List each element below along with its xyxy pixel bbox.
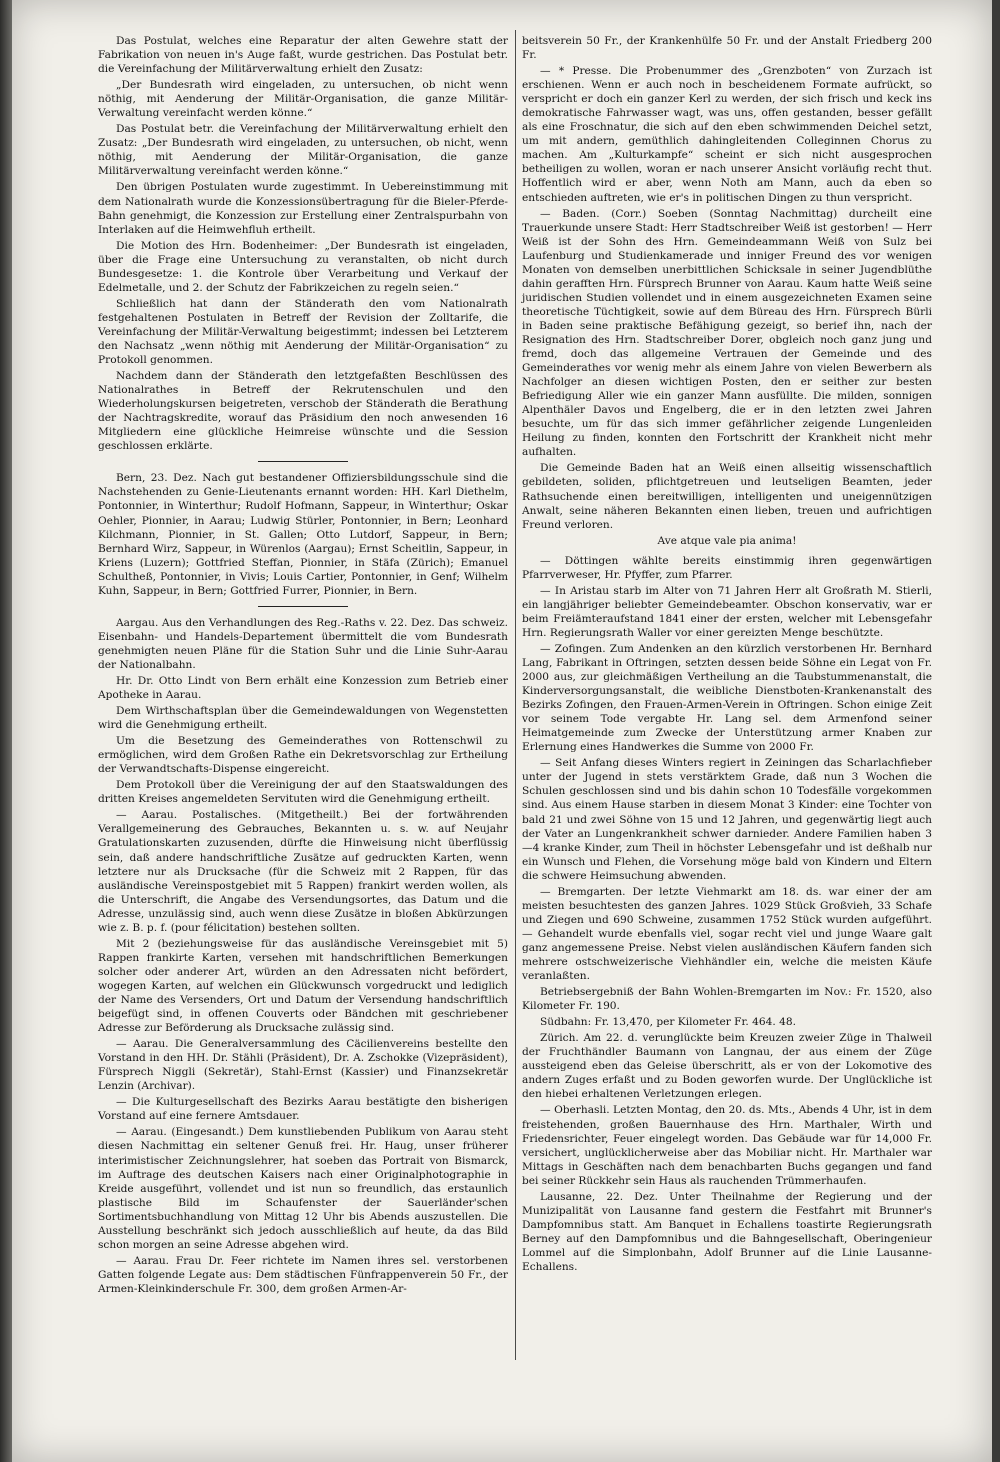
article-paragraph: — * Presse. Die Probenummer des „Grenzboten“ von Zurzach ist erschienen. Wenn er auch noch in bescheidenem Formate aufrückt, so verspricht er doch ein ganzer Kerl zu werden, der sich frisch und keck ins demokratische Fahrwasser wagt, was uns, offen gestanden, besser gefällt als eine Froschnatur, die sich auf den eben schwimmenden Deichel setzt, um mit andern, gemüthlich dahingleitenden Colleginnen Chorus zu machen. Am „Kulturkampfe“ scheint er sich nicht ausgesprochen betheiligen zu wollen, woran er nach unserer Ansicht vorläufig recht thut. Hoffentlich wird er aber, wenn Noth am Mann, auch da eben so entschieden auftreten, wie er's in politischen Dingen zu thun verspricht. xyxy=(522,65,932,204)
article-paragraph: — Aarau. Frau Dr. Feer richtete im Namen ihres sel. verstorbenen Gatten folgende Legate aus: Dem städtischen Fünfrappenverein 50 Fr., der Armen-Kleinkinderschule Fr. 300, dem großen Armen-Ar- xyxy=(98,1254,508,1295)
article-paragraph: Hr. Dr. Otto Lindt von Bern erhält eine Konzession zum Betrieb einer Apotheke in Aarau. xyxy=(98,674,508,702)
newspaper-page xyxy=(10,0,992,1462)
closing-line: Ave atque vale pia anima! xyxy=(657,534,797,547)
article-paragraph: Betriebsergebniß der Bahn Wohlen-Bremgarten im Nov.: Fr. 1520, also Kilometer Fr. 190. xyxy=(522,986,932,1013)
article-paragraph: — Aarau. Die Generalversammlung des Cäcilienvereins bestellte den Vorstand in den HH. Dr. Stähli (Präsident), Dr. A. Zschokke (Vizepräsident), Fürsprech Niggli (Sekretär), Stahl-Ernst (Kassier) und Finanzsekretär Lenzin (Archivar). xyxy=(98,1038,508,1093)
article-paragraph: Schließlich hat dann der Ständerath den vom Nationalrath festgehaltenen Postulaten in Betreff der Revision der Zolltarife, die Vereinfachung der Militär-Verwaltung beigestimmt; indessen bei Letzterem den Nachsatz „wenn nöthig mit Aenderung der Militär-Organisation“ zu Protokoll genommen. xyxy=(98,297,508,367)
article-paragraph: Das Postulat betr. die Vereinfachung der Militärverwaltung erhielt den Zusatz: „Der Bundesrath wird eingeladen, zu untersuchen, ob nicht, wenn nöthig, mit Aenderung der Militär-Organisation, die ganze Militärverwaltung vereinfacht werden könne.“ xyxy=(98,123,508,178)
right-column xyxy=(522,34,932,1276)
article-paragraph: — Zofingen. Zum Andenken an den kürzlich verstorbenen Hr. Bernhard Lang, Fabrikant in Oftringen, setzten dessen beide Söhne ein Legat von Fr. 2000 aus, zur gleichmäßigen Vertheilung an die Taubstummenanstalt, die Kinderversorgungsanstalt, die weibliche Dienstboten-Krankenanstalt des Bezirks Zofingen, den Frauen-Armen-Verein in Oftringen. Schon einige Zeit vor seinem Tode vergabte Hr. Lang sel. dem Armenfond seiner Heimatgemeinde zum Zwecke der Unterstützung armer Knaben zur Erlernung eines Handwerkes die Summe von 2000 Fr. xyxy=(522,642,932,754)
article-paragraph: — Döttingen wählte bereits einstimmig ihren gegenwärtigen Pfarrverweser, Hr. Pfyffer, zum Pfarrer. xyxy=(522,554,932,581)
article-paragraph: — Aarau. Postalisches. (Mitgetheilt.) Bei der fortwährenden Verallgemeinerung des Gebrauches, Bekannten u. s. w. auf Neujahr Gratulationskarten zuzusenden, dürfte die Hinweisung nicht überflüssig sein, daß andere handschriftliche Zusätze auf gedruckten Karten, wenn letztere nur als Drucksache (für die Schweiz mit 2 Rappen, für das ausländische Vereinspostgebiet mit 5 Rappen) frankirt werden wollen, als die Unterschrift, die Angabe des Versendungsortes, das Datum und die Adresse, unzulässig sind, auch wenn diese Zusätze in bloßen Abkürzungen wie z. B. p. f. (pour félicitation) bestehen sollten. xyxy=(98,809,508,934)
article-paragraph: Zürich. Am 22. d. verunglückte beim Kreuzen zweier Züge in Thalweil der Fruchthändler Baumann von Langnau, der aus einem der Züge aussteigend eben das Geleise überschritt, als er von der Lokomotive des andern Zuges erfaßt und zu Boden geworfen wurde. Der Unglückliche ist den hiebei erhaltenen Verletzungen erlegen. xyxy=(522,1032,932,1101)
article-paragraph: — Bremgarten. Der letzte Viehmarkt am 18. ds. war einer der am meisten besuchtesten des ganzen Jahres. 1029 Stück Großvieh, 33 Schafe und Ziegen und 690 Schweine, zusammen 1752 Stück wurden aufgeführt. — Gehandelt wurde ebenfalls viel, sogar recht viel und junge Waare galt ganz angemessene Preise. Nebst vielen ausländischen Käufern fanden sich mehrere ostschweizerische Viehhändler ein, welche die meisten Käufe veranlaßten. xyxy=(522,885,932,983)
article-paragraph: Die Motion des Hrn. Bodenheimer: „Der Bundesrath ist eingeladen, über die Frage eine Untersuchung zu veranstalten, ob nicht durch Bundesgesetze: 1. die Kontrole über Verarbeitung und Verkauf der Edelmetalle, und 2. der Schutz der Fabrikzeichen zu regeln seien.“ xyxy=(98,239,508,294)
article-paragraph: „Der Bundesrath wird eingeladen, zu untersuchen, ob nicht wenn nöthig, mit Aenderung der Militär-Organisation, die ganze Militär-Verwaltung vereinfacht werden könne.“ xyxy=(98,79,508,120)
article-paragraph: Bern, 23. Dez. Nach gut bestandener Offiziersbildungsschule sind die Nachstehenden zu Genie-Lieutenants ernannt worden: HH. Karl Diethelm, Pontonnier, in Winterthur; Rudolf Hofmann, Sappeur, in Winterthur; Oskar Oehler, Pionnier, in Aarau; Ludwig Stürler, Pontonnier, in Bern; Leonhard Kilchmann, Pionnier, in St. Gallen; Otto Lutdorf, Sappeur, in Bern; Bernhard Wirz, Sappeur, in Würenlos (Aargau); Ernst Scheitlin, Sappeur, in Kriens (Luzern); Gottfried Steffan, Pionnier, in Stäfa (Zürich); Emanuel Schultheß, Pontonnier, in Vivis; Louis Cartier, Pontonnier, in Genf; Wilhelm Kuhn, Sappeur, in Bern; Gottfried Furrer, Pionnier, in Bern. xyxy=(98,472,508,597)
article-paragraph: beitsverein 50 Fr., der Krankenhülfe 50 Fr. und der Anstalt Friedberg 200 Fr. xyxy=(522,35,932,62)
section-separator xyxy=(258,461,348,462)
article-paragraph: Um die Besetzung des Gemeinderathes von Rottenschwil zu ermöglichen, wird dem Großen Rathe ein Dekretsvorschlag zur Ertheilung der Verwandtschafts-Dispense eingereicht. xyxy=(98,735,508,776)
article-paragraph: Aargau. Aus den Verhandlungen des Reg.-Raths v. 22. Dez. Das schweiz. Eisenbahn- und Handels-Departement übermittelt die vom Bundesrath genehmigten neuen Pläne für die Station Suhr und die Linie Suhr-Aarau der Nationalbahn. xyxy=(98,616,508,671)
article-paragraph: — Oberhasli. Letzten Montag, den 20. ds. Mts., Abends 4 Uhr, ist in dem freistehenden, großen Bauernhause des Hrn. Marthaler, Wirth und Friedensrichter, Feuer eingelegt worden. Das Gebäude war für 14,000 Fr. versichert, unglücklicherweise aber das Mobiliar nicht. Hr. Marthaler war Mittags in Geschäften nach dem benachbarten Buchs gegangen und fand bei seiner Rückkehr sein Haus als rauchenden Trümmerhaufen. xyxy=(522,1104,932,1187)
article-paragraph: — Die Kulturgesellschaft des Bezirks Aarau bestätigte den bisherigen Vorstand auf eine fernere Amtsdauer. xyxy=(98,1096,508,1123)
article-paragraph: — Aarau. (Eingesandt.) Dem kunstliebenden Publikum von Aarau steht diesen Nachmittag ein seltener Genuß frei. Hr. Haug, unser früherer interimistischer Zeichnungslehrer, hat soeben das Portrait von Bismarck, im Auftrage des deutschen Kaisers nach einer Originalphotographie in Kreide ausgeführt, vollendet und ist nun so freundlich, das erstaunlich plastische Bild im Schaufenster der Sauerländer'schen Sortimentsbuchhandlung von Mittag 12 Uhr bis Abends auszustellen. Die Ausstellung beschränkt sich jedoch ausschließlich auf heute, da das Bild schon morgen an seine Adresse abgehen wird. xyxy=(98,1126,508,1251)
article-paragraph: Das Postulat, welches eine Reparatur der alten Gewehre statt der Fabrikation von neuen in's Auge faßt, wurde gestrichen. Das Postulat betr. die Vereinfachung der Militärverwaltung erhielt den Zusatz: xyxy=(98,35,508,76)
article-paragraph: Die Gemeinde Baden hat an Weiß einen allseitig wissenschaftlich gebildeten, soliden, pflichtgetreuen und leutseligen Beamten, jeder Rathsuchende einen bereitwilligen, intelligenten und uneigennützigen Anwalt, seine näheren Bekannten einen lieben, treuen und aufrichtigen Freund verloren. xyxy=(522,462,932,531)
article-paragraph: Südbahn: Fr. 13,470, per Kilometer Fr. 464. 48. xyxy=(540,1016,796,1029)
column-divider xyxy=(515,30,516,1360)
article-paragraph: Dem Wirthschaftsplan über die Gemeindewaldungen von Wegenstetten wird die Genehmigung ertheilt. xyxy=(98,705,508,732)
article-paragraph: — Baden. (Corr.) Soeben (Sonntag Nachmittag) durcheilt eine Trauerkunde unsere Stadt: Herr Stadtschreiber Weiß ist gestorben! — Herr Weiß ist der Sohn des Hrn. Gemeindeammann Weiß von Sulz bei Laufenburg und Studienkamerade und inniger Freund des vor wenigen Monaten von demselben unerbittlichen Schicksale in seiner Jugendblüthe dahin gerafften Hrn. Fürsprech Brunner von Aarau. Kaum hatte Weiß seine juridischen Studien vollendet und in einem ausgezeichneten Examen seine theoretische Tüchtigkeit, sowie auf dem Büreau des Hrn. Fürsprech Bürli in Baden seine praktische Befähigung gezeigt, so berief ihn, nach der Resignation des Hrn. Stadtschreiber Dorer, obgleich noch ganz jung und fremd, doch das allgemeine Vertrauen der Gemeinde und des Gemeinderathes vor wenig mehr als einem Jahre von vielen Bewerbern als Nachfolger an diesen wichtigen Posten, den er seither zur besten Befriedigung Aller wie ein ganzer Mann ausfüllte. Die milden, sonnigen Alpenthäler Davos und Engelberg, die er in den letzten zwei Jahren besuchte, um für das sich immer gefährlicher zeigende Lungenleiden Heilung zu finden, konnten den Fortschritt der Krankheit nicht mehr aufhalten. xyxy=(522,207,932,459)
article-paragraph: Mit 2 (beziehungsweise für das ausländische Vereinsgebiet mit 5) Rappen frankirte Karten, versehen mit handschriftlichen Bemerkungen solcher oder anderer Art, würden an den Adressaten nicht befördert, wogegen Karten, auf welchen ein Glückwunsch vorgedruckt und lediglich der Name des Versenders, Ort und Datum der Versendung handschriftlich beigefügt sind, in offenen Couverts oder Bändchen mit geschriebener Adresse zur Beförderung als Drucksache zulässig sind. xyxy=(98,937,508,1035)
article-paragraph: Lausanne, 22. Dez. Unter Theilnahme der Regierung und der Munizipalität von Lausanne fand gestern die Festfahrt mit Brunner's Dampfomnibus statt. Am Banquet in Echallens toastirte Regierungsrath Berney auf den Dampfomnibus und die Bahngesellschaft, Oberingenieur Lommel auf die Simplonbahn, Adolf Brunner auf die Linie Lausanne-Echallens. xyxy=(522,1190,932,1273)
article-paragraph: Dem Protokoll über die Vereinigung der auf den Staatswaldungen des dritten Kreises angemeldeten Servituten wird die Genehmigung ertheilt. xyxy=(98,779,508,806)
scan-edge xyxy=(0,0,12,1462)
left-column xyxy=(98,34,508,1298)
article-paragraph: — In Aristau starb im Alter von 71 Jahren Herr alt Großrath M. Stierli, ein langjähriger beliebter Gemeindebeamter. Obschon konservativ, war er beim Freiämteraufstand 1841 einer der ersten, welcher mit Lebensgefahr Hrn. Regierungsrath Waller vor einer gereizten Menge beschützte. xyxy=(522,584,932,639)
article-paragraph: Den übrigen Postulaten wurde zugestimmt. In Uebereinstimmung mit dem Nationalrath wurde die Konzessionsübertragung für die Bieler-Pferde-Bahn genehmigt, die Konzession zur Erstellung einer Zentralspurbahn von Interlaken auf die Heimwehfluh ertheilt. xyxy=(98,181,508,236)
section-separator xyxy=(258,606,348,607)
article-paragraph: Nachdem dann der Ständerath den letztgefaßten Beschlüssen des Nationalrathes in Betreff der Rekrutenschulen und den Wiederholungskursen beigetreten, verschob der Ständerath die Berathung der Nachtragskredite, worauf das Präsidium den noch anwesenden 16 Mitgliedern eine glückliche Heimreise wünschte und die Session geschlossen erklärte. xyxy=(98,370,508,453)
article-paragraph: — Seit Anfang dieses Winters regiert in Zeiningen das Scharlachfieber unter der Jugend in stets verstärktem Grade, daß nun 3 Wochen die Schulen geschlossen sind und bis dahin schon 10 Todesfälle vorgekommen sind. Aus einem Hause starben in diesem Monat 3 Kinder: eine Tochter von bald 21 und zwei Söhne von 15 und 12 Jahren, und gegenwärtig liegt auch der Vater an Lungenkrankheit schwer darnieder. Andere Familien haben 3—4 kranke Kinder, zum Theil in höchster Lebensgefahr und ist deßhalb nur ein Wunsch und Flehen, die Vorsehung möge bald von Kindern und Eltern die schwere Heimsuchung abwenden. xyxy=(522,757,932,882)
